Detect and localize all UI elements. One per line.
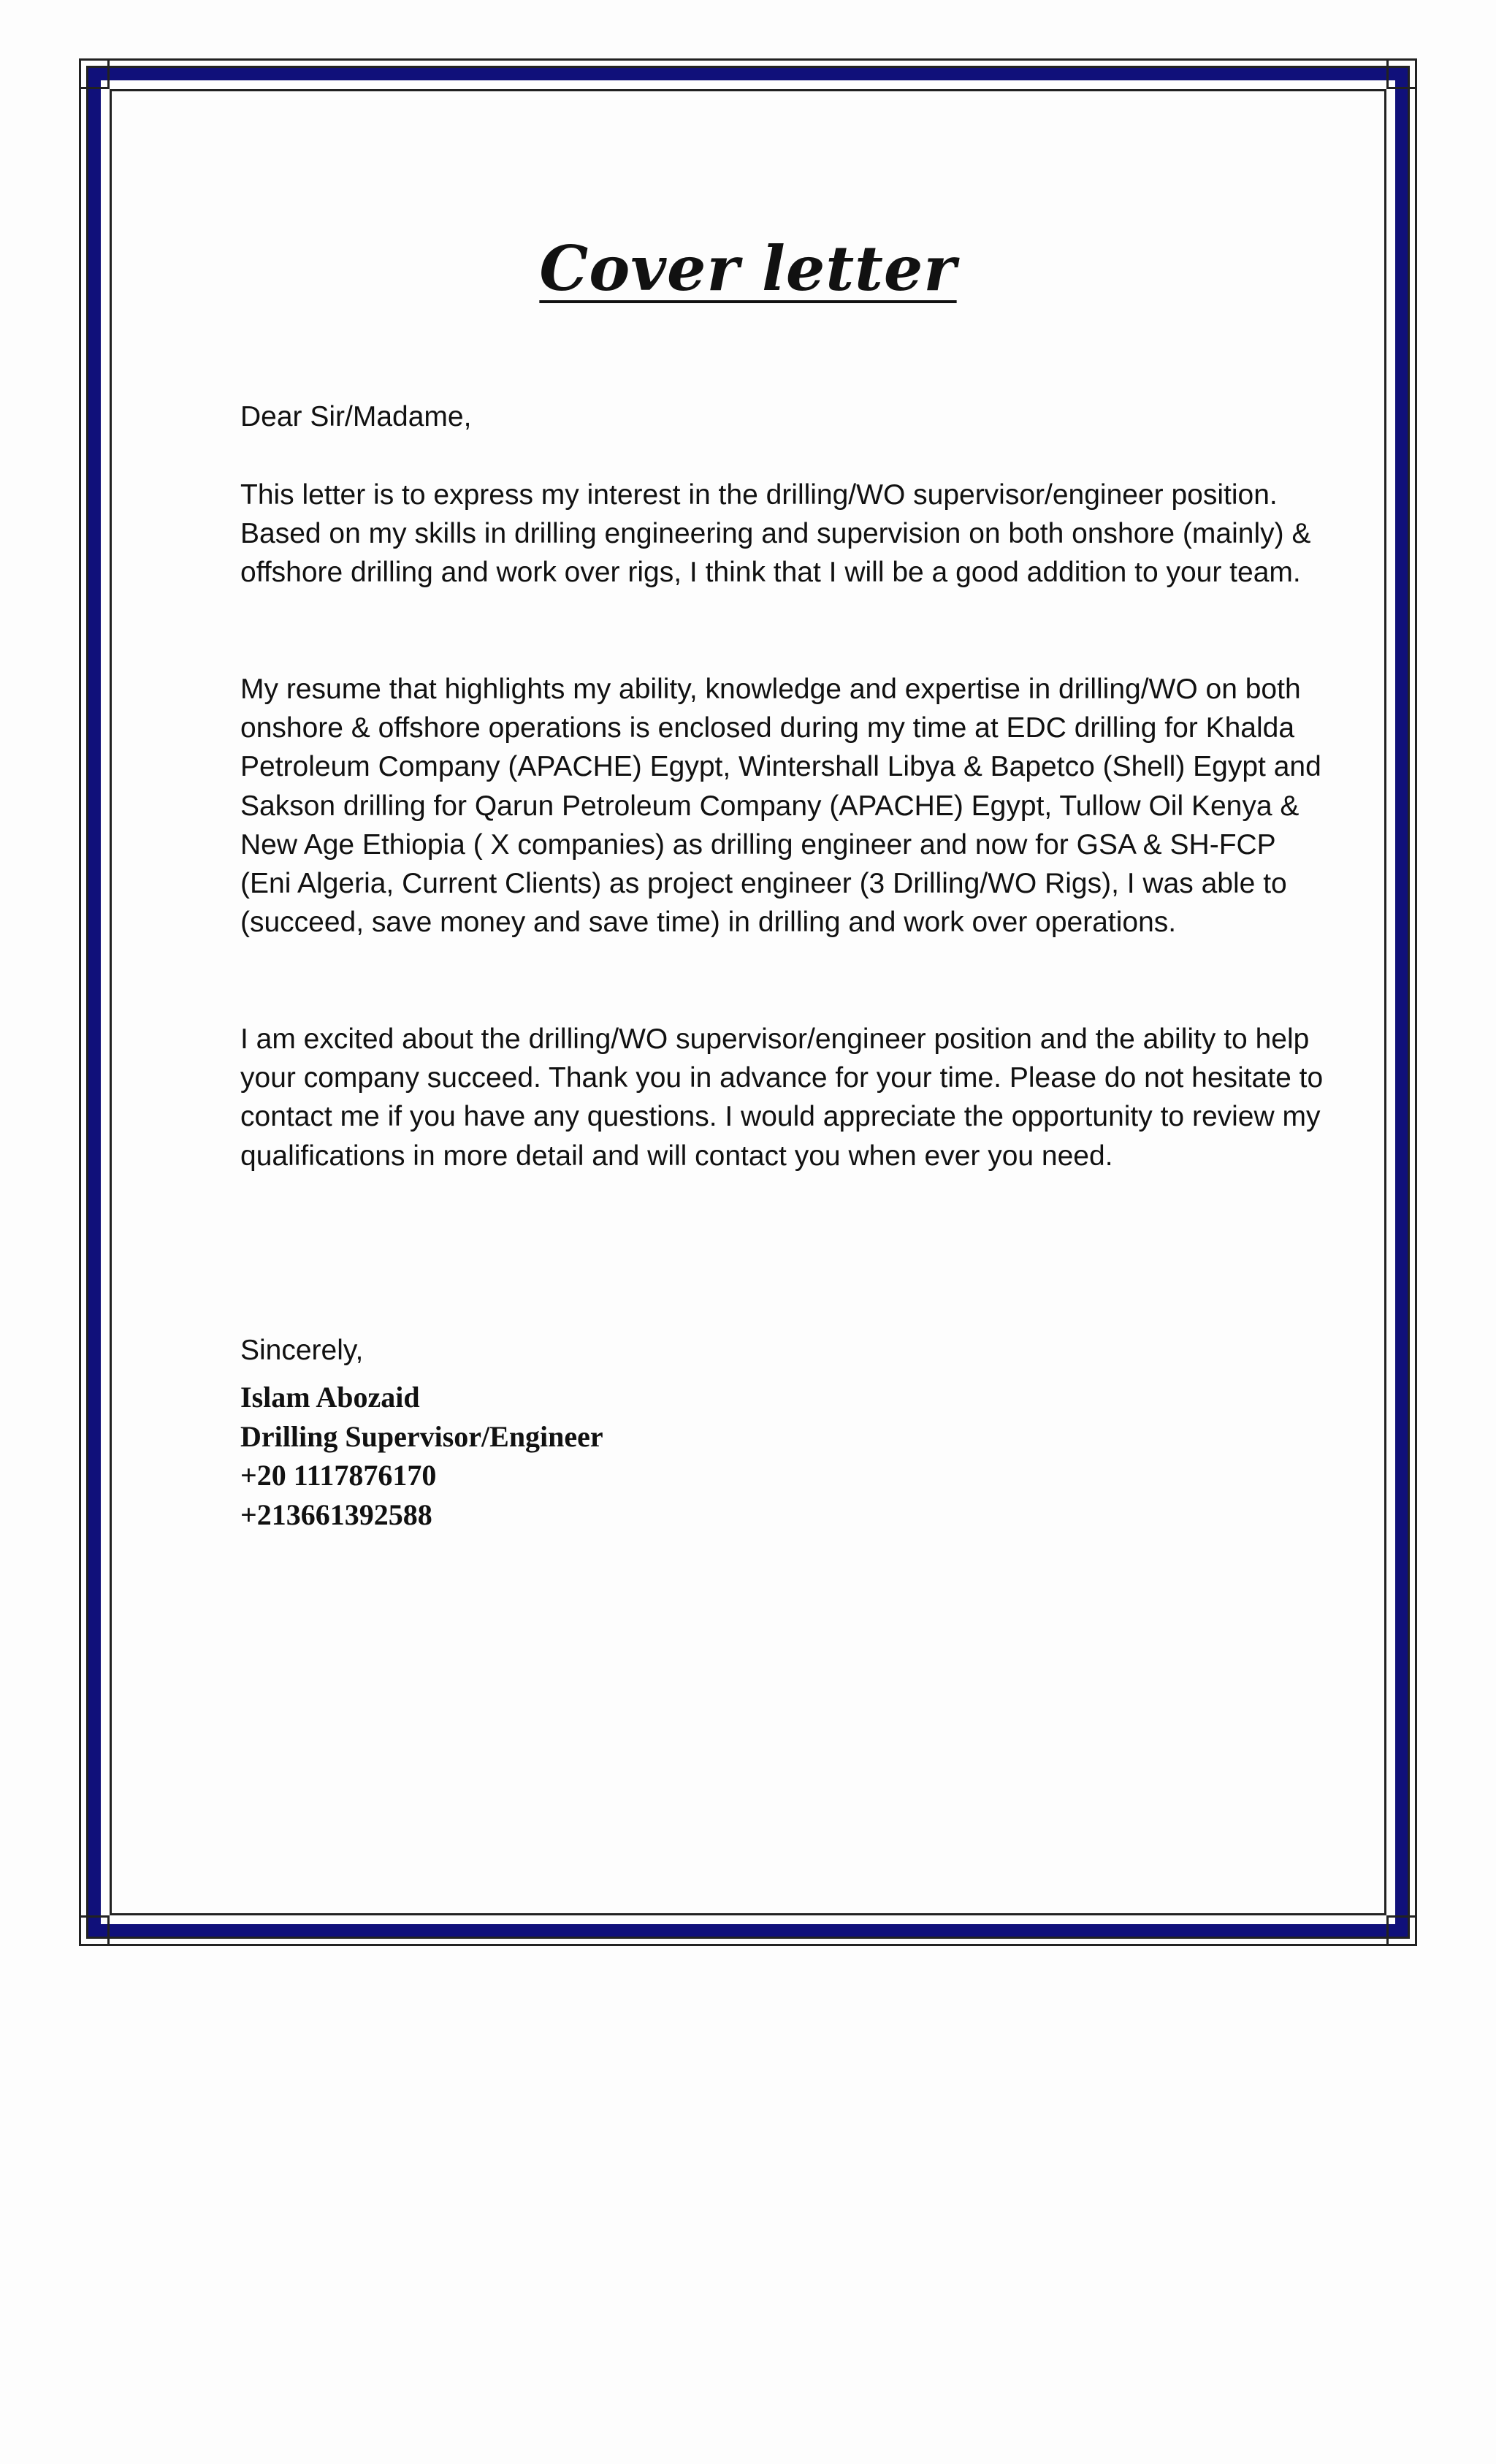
border-corner-bottom-right: [1386, 1915, 1417, 1946]
title-text: Cover letter: [539, 232, 957, 305]
paragraph-3: I am excited about the drilling/WO supervisor/engineer position and the ability to help your company succeed. Thank you in advance for your time. Please do not hesitate to contact me if you have any questions. I would appreciate the opportunity to review my qualifications in more detail and will contact you when ever you need.: [240, 1023, 1324, 1172]
page-border-inner: [110, 89, 1386, 1915]
closing: Sincerely,: [240, 1335, 364, 1366]
paragraph-1: This letter is to express my interest in the drilling/WO supervisor/engineer position. Based on my skills in drilling engineering and supervision on both onshore (mainly) & offshore drilling and work over rigs, I think that I will be a good addition to your team.: [240, 479, 1311, 589]
greeting: Dear Sir/Madame,: [240, 401, 472, 432]
signature-role: Drilling Supervisor/Engineer: [240, 1419, 603, 1453]
signature-phone-algeria: +213661392588: [240, 1498, 432, 1531]
paragraph-2: My resume that highlights my ability, knowledge and expertise in drilling/WO on both onshore & offshore operations is enclosed during my time at EDC drilling for Khalda Petroleum Company (APACHE) Egypt, Wintershall Libya & Bapetco (Shell) Egypt and Sakson drilling for Qarun Petroleum Company (APACHE) Egypt, Tullow Oil Kenya & New Age Ethiopia ( X companies) as drilling engineer and now for GSA & SH-FCP (Eni Algeria, Current Clients) as project engineer (3 Drilling/WO Rigs), I was able to (succeed, save money and save time) in drilling and work over operations.: [240, 674, 1321, 939]
signature-name: Islam Abozaid: [240, 1381, 420, 1414]
border-corner-top-right: [1386, 58, 1417, 89]
border-corner-top-left: [79, 58, 110, 89]
signature-phone-egypt: +20 1117876170: [240, 1459, 437, 1492]
page-title: [0, 232, 1496, 305]
signature-block: [240, 1378, 603, 1534]
border-corner-bottom-left: [79, 1915, 110, 1946]
